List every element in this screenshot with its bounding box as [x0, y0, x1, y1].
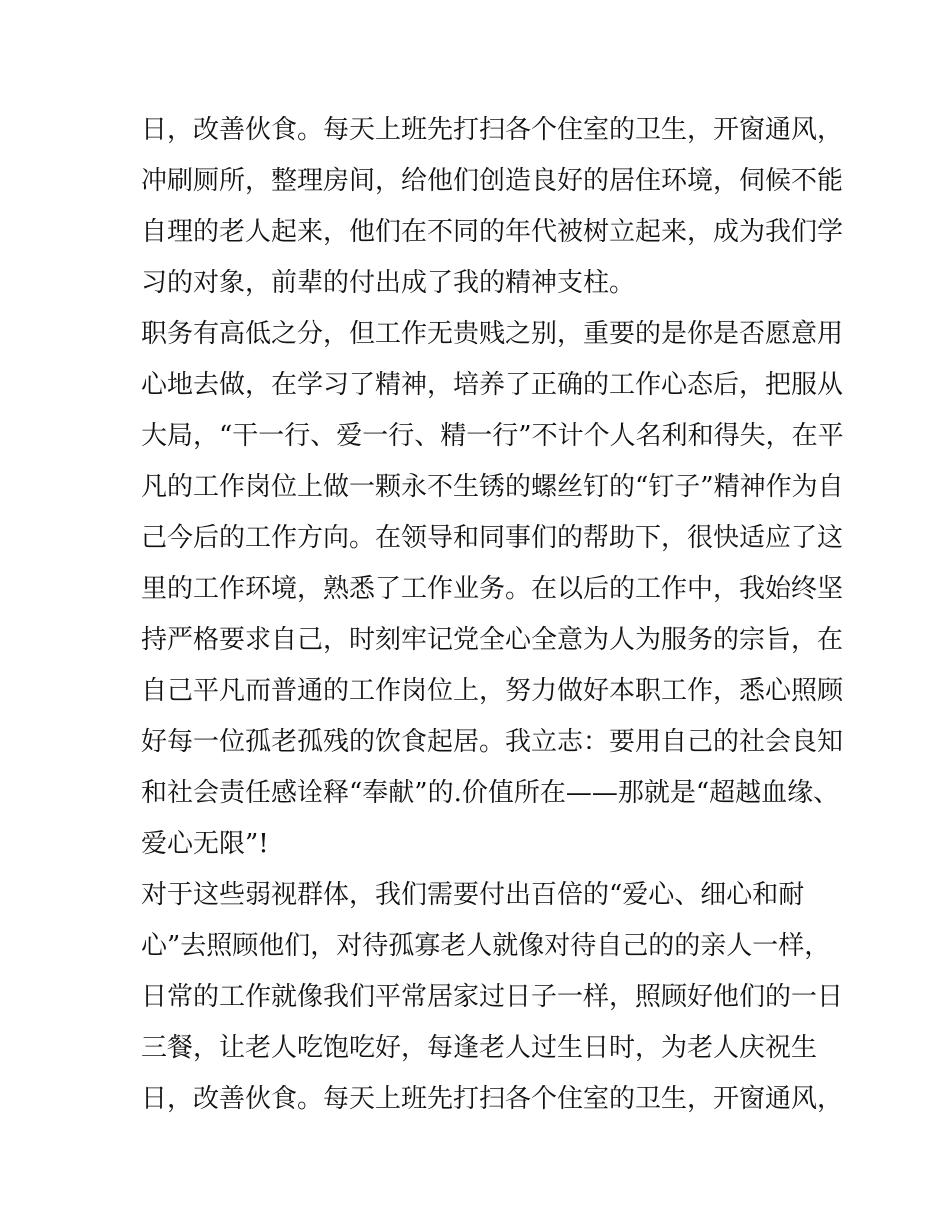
text-line: 心地去做，在学习了精神，培养了正确的工作心态后，把服从: [141, 370, 844, 400]
text-line: 日，改善伙食。每天上班先打扫各个住室的卫生，开窗通风，: [141, 115, 844, 145]
text-line: 大局，“干一行、爱一行、精一行”不计个人名利和得失，在平: [141, 421, 844, 451]
text-line: 职务有高低之分，但工作无贵贱之别，重要的是你是否愿意用: [141, 319, 844, 349]
text-line: 自理的老人起来，他们在不同的年代被树立起来，成为我们学: [141, 217, 844, 247]
text-line: 凡的工作岗位上做一颗永不生锈的螺丝钉的“钉子”精神作为自: [141, 472, 844, 502]
text-line: 持严格要求自己，时刻牢记党全心全意为人为服务的宗旨，在: [141, 625, 844, 655]
body-text: [141, 105, 844, 1125]
text-line: 三餐，让老人吃饱吃好，每逢老人过生日时，为老人庆祝生: [141, 1033, 818, 1063]
text-line: 日常的工作就像我们平常居家过日子一样，照顾好他们的一日: [141, 982, 844, 1012]
text-line: 心”去照顾他们，对待孤寡老人就像对待自己的的亲人一样，: [141, 931, 831, 961]
text-line: 习的对象，前辈的付出成了我的精神支柱。: [141, 268, 636, 298]
text-line: 冲刷厕所，整理房间，给他们创造良好的居住环境，伺候不能: [141, 166, 844, 196]
text-line: 日，改善伙食。每天上班先打扫各个住室的卫生，开窗通风，: [141, 1084, 844, 1114]
text-line: 己今后的工作方向。在领导和同事们的帮助下，很快适应了这: [141, 523, 844, 553]
text-line: 里的工作环境，熟悉了工作业务。在以后的工作中，我始终坚: [141, 574, 844, 604]
text-line: 对于这些弱视群体，我们需要付出百倍的“爱心、细心和耐: [141, 880, 805, 910]
text-line: 和社会责任感诠释“奉献”的.价值所在——那就是“超越血缘、: [141, 778, 840, 808]
text-line: 爱心无限”!: [141, 829, 269, 859]
text-line: 好每一位孤老孤残的饮食起居。我立志：要用自己的社会良知: [141, 727, 844, 757]
text-line: 自己平凡而普通的工作岗位上，努力做好本职工作，悉心照顾: [141, 676, 844, 706]
